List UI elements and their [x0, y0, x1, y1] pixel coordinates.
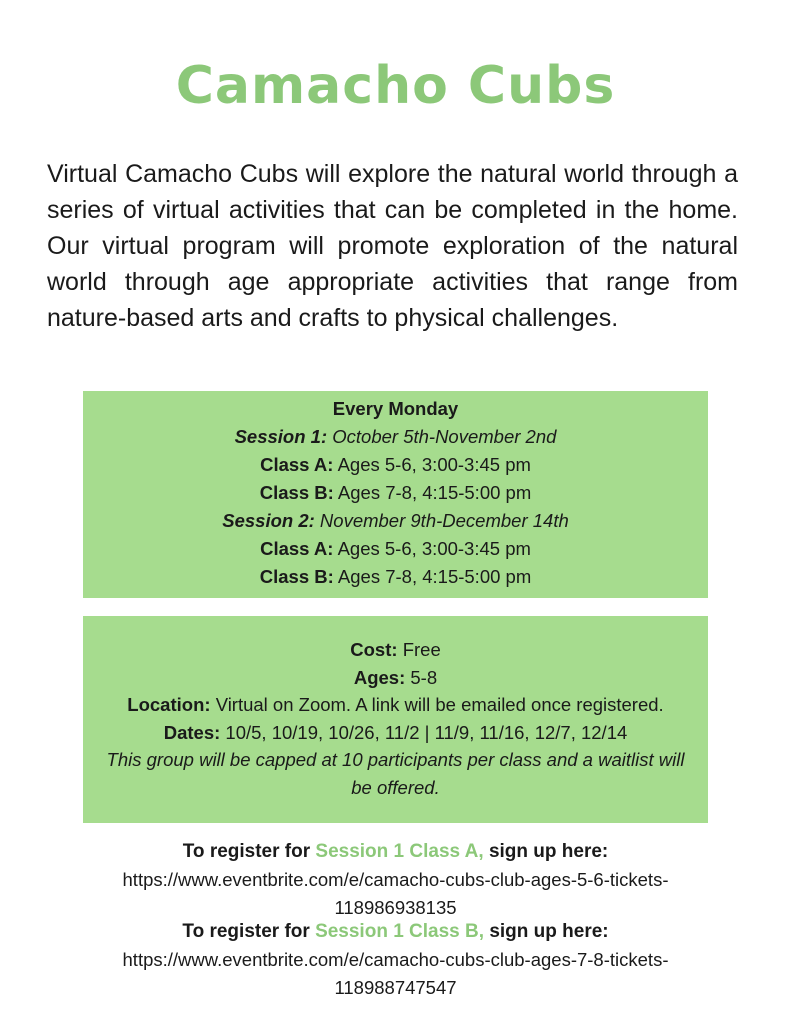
session-2-class-a: Class A: Ages 5-6, 3:00-3:45 pm	[260, 538, 531, 559]
schedule-box	[83, 391, 708, 598]
session-2-line: Session 2: November 9th-December 14th	[222, 510, 569, 531]
ages-line: Ages: 5-8	[353, 666, 438, 688]
session-1-line: Session 1: October 5th-November 2nd	[234, 426, 557, 447]
dates-line: Dates: 10/5, 10/19, 10/26, 11/2 | 11/9, 11/16, 12/7, 12/14	[163, 721, 628, 743]
cost-line: Cost: Free	[350, 639, 441, 660]
session-1-class-a: Class A: Ages 5-6, 3:00-3:45 pm	[260, 454, 531, 475]
schedule-heading: Every Monday	[332, 398, 459, 419]
details-box	[83, 616, 708, 823]
register-class-a	[0, 838, 791, 922]
page-title: Camacho Cubs	[175, 56, 616, 116]
intro-paragraph: Virtual Camacho Cubs will explore the natural world through a series of virtual activities that can be completed in the home. Our virtual program will promote exploration of the natural world through age appropriate activities that range from nature-based arts and crafts to physical challenges.	[47, 160, 738, 332]
session-2-class-b: Class B: Ages 7-8, 4:15-5:00 pm	[259, 566, 532, 587]
session-1-class-b: Class B: Ages 7-8, 4:15-5:00 pm	[259, 482, 532, 503]
register-class-b-link[interactable]: https://www.eventbrite.com/e/camacho-cubs-club-ages-7-8-tickets- 118988747547	[122, 949, 669, 998]
register-class-b-heading: To register for Session 1 Class B, sign up here:	[182, 921, 609, 942]
register-class-b	[0, 918, 791, 1002]
register-class-a-heading: To register for Session 1 Class A, sign up here:	[182, 841, 609, 862]
location-line: Location: Virtual on Zoom. A link will be emailed once registered.	[127, 694, 664, 715]
register-class-a-link[interactable]: https://www.eventbrite.com/e/camacho-cubs-club-ages-5-6-tickets- 118986938135	[122, 869, 669, 918]
waitlist-note: This group will be capped at 10 participants per class and a waitlist will be offered.	[106, 749, 685, 798]
